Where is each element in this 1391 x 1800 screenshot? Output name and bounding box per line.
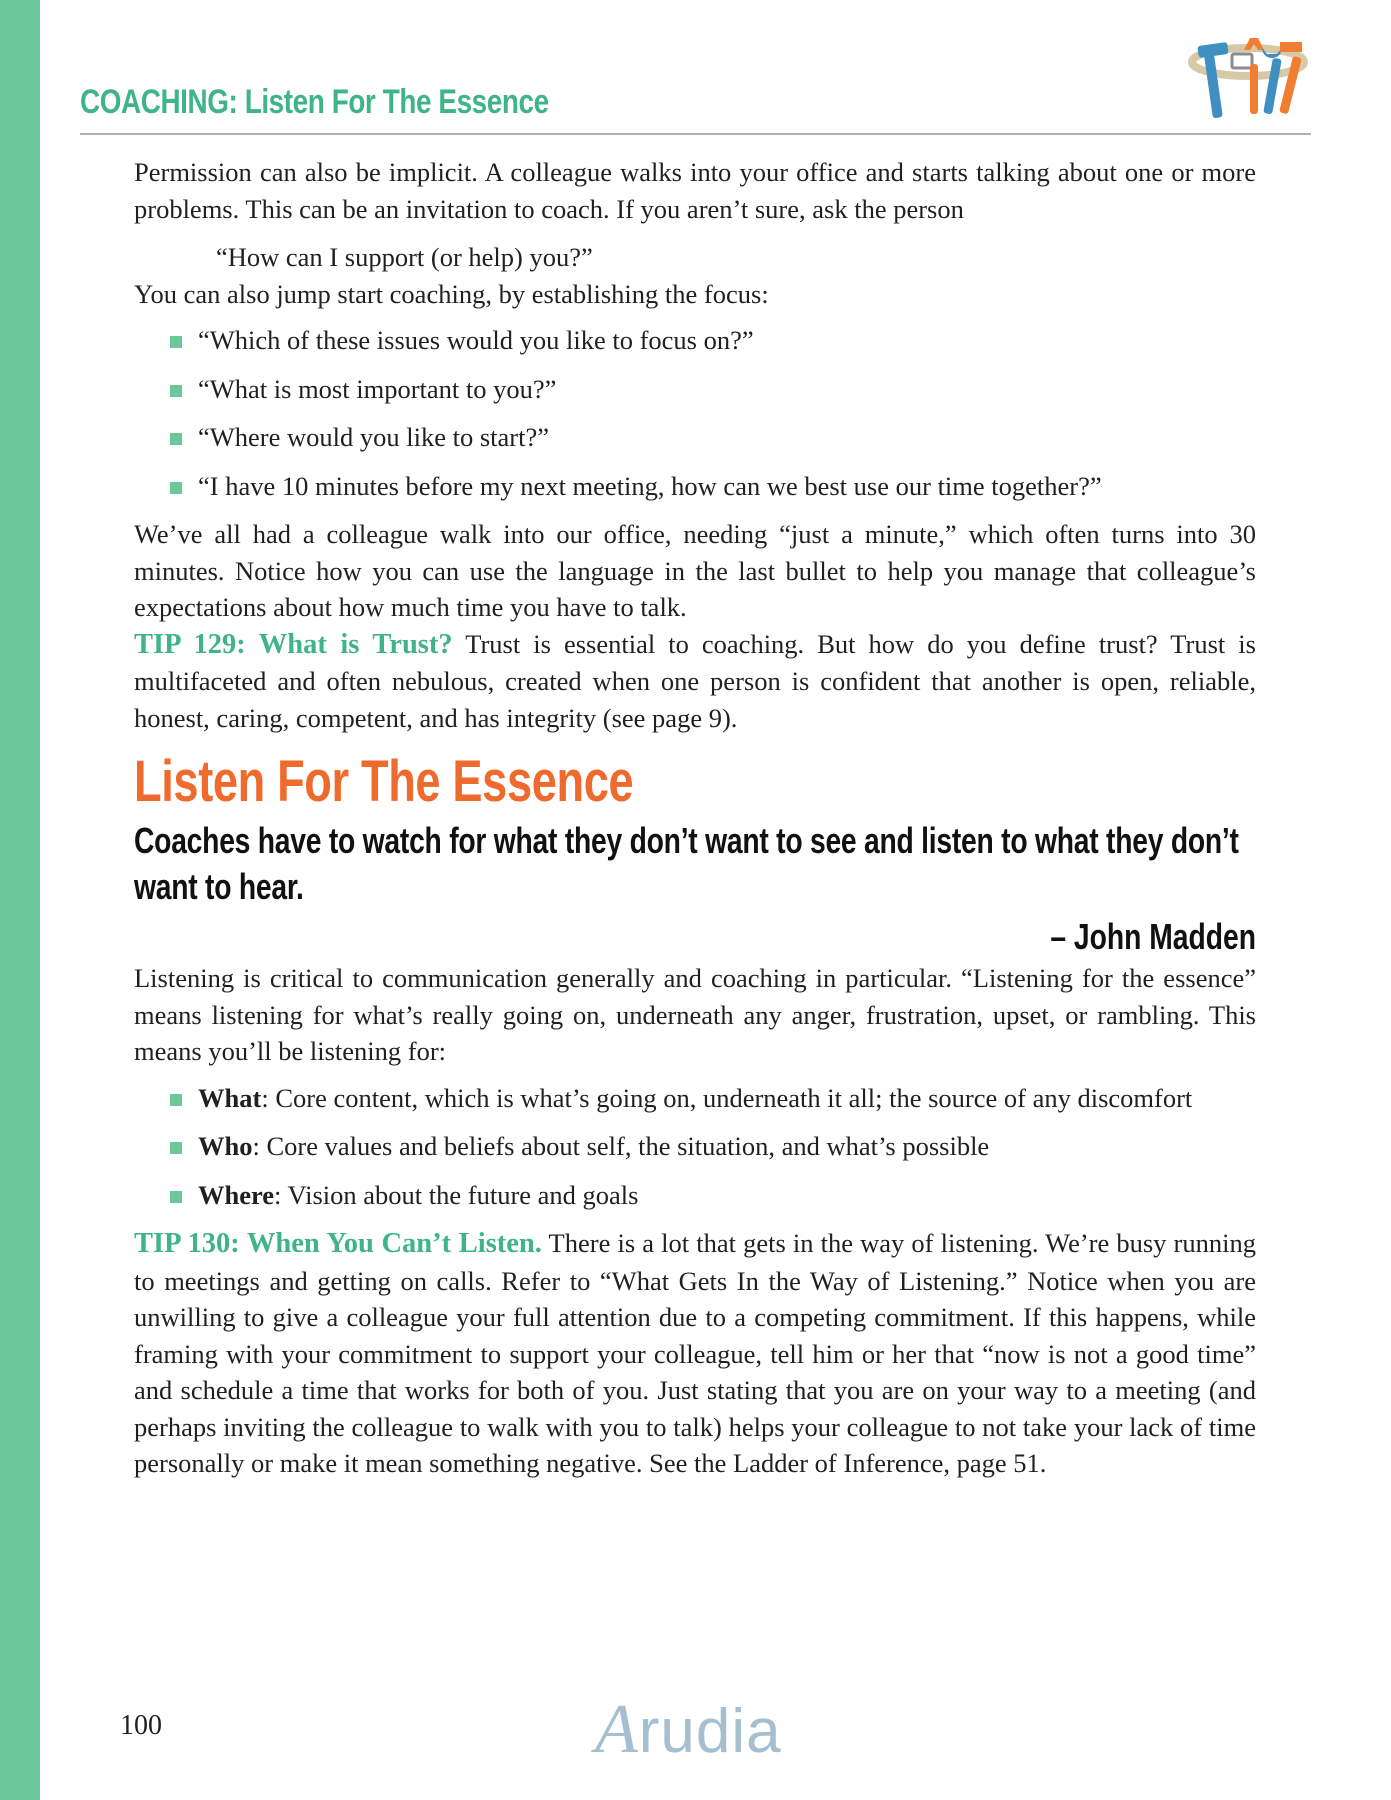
publisher-logo: Arudia [595, 1691, 782, 1768]
tip-130-text: There is a lot that gets in the way of listening. We’re busy running to meetings and getting on calls. Refer to “What Gets In the Way of Listening.” Notice when you are unwilling to give a colleague your full attention due to a competing commitment. If this happens, while framing with your commitment to support your colleague, tell him or her that “now is not a good time” and schedule a time that works for both of you. Just stating that you are on your way to a meeting (and perhaps inviting the colleague to walk with you to talk) helps your colleague to not take your lack of time personally or make it mean something negative. See the Ladder of Inference, page 51. [134, 1228, 1256, 1478]
list-item: What: Core content, which is what’s going on, underneath it all; the source of any discomfort [170, 1080, 1256, 1117]
bullet-square-icon [170, 336, 182, 348]
page-content [134, 154, 1256, 1482]
section-paragraph-1: Listening is critical to communication generally and coaching in particular. “Listening for the essence” means listening for what’s really going on, underneath any anger, frustration, upset, or rambling. This means you’ll be listening for: [134, 963, 1256, 1066]
intro-paragraph-1: Permission can also be implicit. A colleague walks into your office and starts talking about one or more problems. This can be an invitation to coach. If you aren’t sure, ask the person [134, 157, 1256, 224]
listening-for-list [134, 1080, 1256, 1214]
support-question: “How can I support (or help) you?” [216, 242, 593, 272]
left-accent-bar [0, 0, 40, 1800]
epigraph-attribution: – John Madden [1050, 916, 1256, 957]
bullet-square-icon [170, 1191, 182, 1203]
intro-paragraph-3: We’ve all had a colleague walk into our office, needing “just a minute,” which often turns into 30 minutes. Notice how you can use the language in the last bullet to help you manage that colleague’s expectations about how much time you have to talk. [134, 519, 1256, 622]
epigraph-quote: Coaches have to watch for what they don’t want to see and listen to what they don’t want to hear. [134, 820, 1239, 907]
tip-130-label: TIP 130: When You Can’t Listen. [134, 1228, 542, 1259]
running-header: COACHING: Listen For The Essence [80, 83, 549, 121]
list-item: “I have 10 minutes before my next meeting, how can we best use our time together?” [170, 468, 1256, 505]
tip-130 [134, 1225, 1256, 1482]
list-item: Who: Core values and beliefs about self, the situation, and what’s possible [170, 1128, 1256, 1165]
tool-belt-icon [1186, 28, 1310, 126]
bullet-square-icon [170, 385, 182, 397]
focus-question-list [134, 322, 1256, 504]
tip-129 [134, 626, 1256, 737]
list-item: “What is most important to you?” [170, 371, 1256, 408]
list-item: “Which of these issues would you like to focus on?” [170, 322, 1256, 359]
list-item: “Where would you like to start?” [170, 419, 1256, 456]
bullet-square-icon [170, 1094, 182, 1106]
bullet-square-icon [170, 433, 182, 445]
tip-129-label: TIP 129: What is Trust? [134, 628, 453, 660]
tip-129-text: Trust is essential to coaching. But how do you define trust? Trust is multifaceted and often nebulous, created when one person is confident that another is open, reliable, honest, caring, competent, and has integrity (see page 9). [134, 628, 1256, 733]
page-number: 100 [120, 1710, 162, 1741]
list-item: Where: Vision about the future and goals [170, 1177, 1256, 1214]
bullet-square-icon [170, 482, 182, 494]
bullet-square-icon [170, 1142, 182, 1154]
section-title: Listen For The Essence [134, 749, 634, 814]
intro-paragraph-2: You can also jump start coaching, by establishing the focus: [134, 278, 769, 309]
header-rule [80, 133, 1311, 135]
